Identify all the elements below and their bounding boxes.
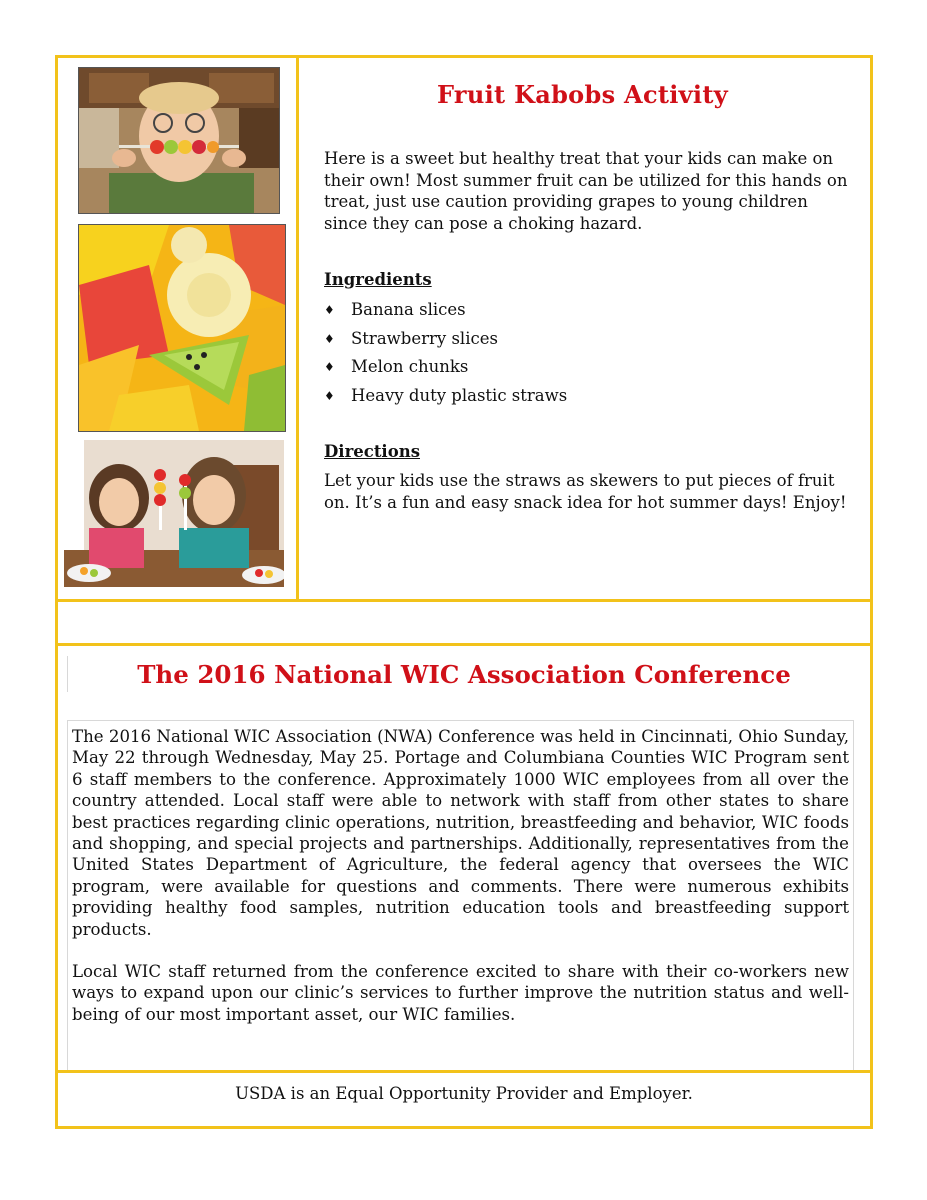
list-item: ♦ Heavy duty plastic straws [324, 382, 567, 411]
diamond-bullet-icon: ♦ [324, 388, 335, 403]
text-box-edge [67, 720, 853, 721]
conference-article [72, 726, 849, 1025]
section-divider-top [58, 599, 870, 602]
fruit-salad-photo [78, 224, 286, 432]
conference-title: The 2016 National WIC Association Conference [137, 660, 791, 689]
directions-text: Let your kids use the straws as skewers to put pieces of fruit on. It’s a fun and easy snack idea for hot summer days! Enjoy! [324, 471, 847, 512]
girls-with-kabobs-photo [64, 440, 284, 587]
text-box-edge [67, 720, 68, 1070]
conference-paragraph-1: The 2016 National WIC Association (NWA) Conference was held in Cincinnati, Ohio Sunday, May 22 through Wednesday, May 25. Portage and Columbiana Counties WIC Program sent 6 staff members to the conference. Approximately 1000 WIC employees from all over the country attended. Local staff were able to network with staff from other states to share best practices regarding clinic operations, nutrition, breastfeeding and behavior, WIC foods and shopping, and special projects and partnerships. Additionally, representatives from the United States Department of Agriculture, the federal agency that oversees the WIC program, were available for questions and comments. There were numerous exhibits providing healthy food samples, nutrition education tools and breastfeeding support products. [72, 727, 849, 939]
directions-heading: Directions [324, 442, 420, 461]
fruit-kabobs-title: Fruit Kabobs Activity [437, 80, 728, 109]
column-divider [296, 58, 299, 601]
ingredients-list [324, 296, 567, 410]
section-divider-footer [58, 1070, 870, 1073]
diamond-bullet-icon: ♦ [324, 360, 335, 374]
diamond-bullet-icon: ♦ [324, 303, 335, 317]
conference-paragraph-2: Local WIC staff returned from the conference excited to share with their co-workers new ways to expand upon our clinic’s services to further improve the nutrition status and well-being of our most important asset, our WIC families. [72, 962, 849, 1024]
diamond-bullet-icon: ♦ [324, 331, 335, 346]
text-box-edge [853, 720, 854, 1070]
ingredients-heading: Ingredients [324, 270, 432, 289]
list-item: ♦ Melon chunks [324, 353, 567, 382]
fruit-kabobs-intro: Here is a sweet but healthy treat that your kids can make on their own! Most summer fruit can be utilized for this hands on treat, just use caution providing grapes to young children since they can pose a choking hazard. [324, 149, 848, 233]
list-item: ♦ Banana slices [324, 296, 567, 325]
boy-eating-kabob-photo [78, 67, 280, 214]
section-divider-middle [58, 643, 870, 646]
list-item: ♦ Strawberry slices [324, 325, 567, 354]
footer-text: USDA is an Equal Opportunity Provider and Employer. [235, 1084, 693, 1103]
